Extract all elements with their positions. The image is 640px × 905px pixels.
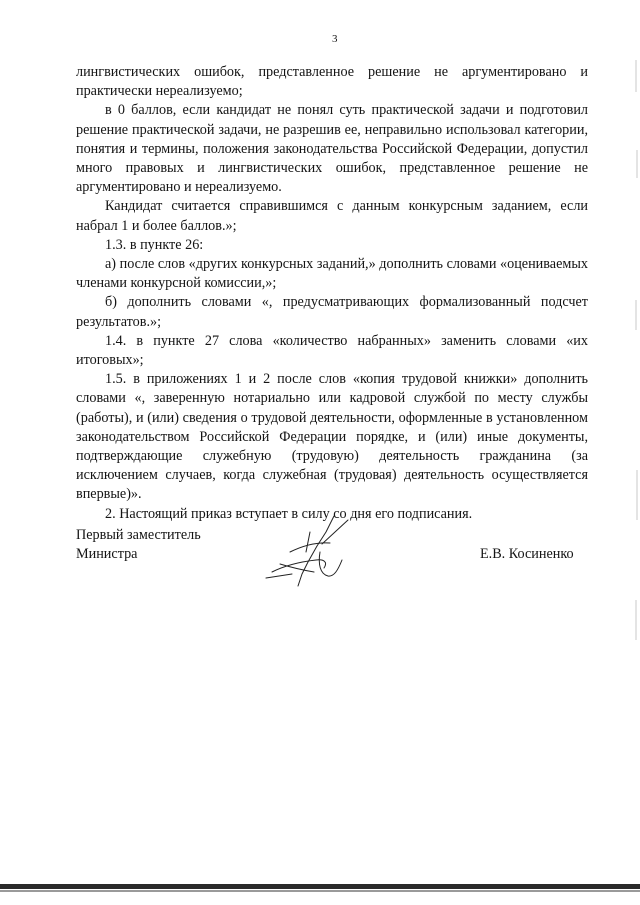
handwritten-signature	[262, 512, 362, 592]
signatory-title	[76, 526, 201, 564]
scan-border-bottom-faint	[0, 890, 640, 892]
paragraph-3: Кандидат считается справившимся с данным конкурсным заданием, если набрал 1 и более баллов.»;	[76, 198, 588, 234]
scan-border-bottom	[0, 884, 640, 889]
paragraph-7: 1.4. в пункте 27 слова «количество набранных» заменить словами «их итоговых»;	[76, 332, 588, 369]
paragraph-2: в 0 баллов, если кандидат не понял суть практической задачи и подготовил решение практической задачи, не разрешив ее, неправильно использовал категории, понятия и термины, положения законодательства Российской Федерации, допустил много правовых и лингвистических ошибок, представленное решение не аргументировано и нереализуемо.	[76, 102, 588, 196]
signatory-name: Е.В. Косиненко	[480, 546, 574, 562]
paragraph-6: б) дополнить словами «, предусматривающих формализованный подсчет результатов.»;	[76, 294, 588, 330]
signatory-title-line-2: Министра	[76, 546, 138, 563]
paragraph-4: 1.3. в пункте 26:	[105, 236, 204, 253]
document-body	[76, 63, 588, 524]
paragraph-5: а) после слов «других конкурсных заданий,» дополнить словами «оцениваемых членами конкурсной комиссии,»;	[76, 256, 588, 292]
paragraph-8: 1.5. в приложениях 1 и 2 после слов «копия трудовой книжки» дополнить словами «, заверенную нотариально или кадровой службой по месту службы (работы), и (или) сведения о трудовой деятельности, оформленные в установленном законодательством Российской Федерации порядке, и (или) иные документы, подтверждающие служебную (трудовую) деятельность гражданина (за исключением случаев, когда служебная (трудовая) деятельность осуществляется впервые)».	[76, 371, 588, 503]
signatory-title-line-1: Первый заместитель	[76, 527, 201, 543]
paragraph-9: 2. Настоящий приказ вступает в силу со дня его подписания.	[105, 505, 473, 522]
scan-edge-marks	[628, 0, 640, 905]
paragraph-1: лингвистических ошибок, представленное решение не аргументировано и практически нереализуемо;	[76, 64, 588, 100]
page-number: 3	[332, 33, 338, 45]
